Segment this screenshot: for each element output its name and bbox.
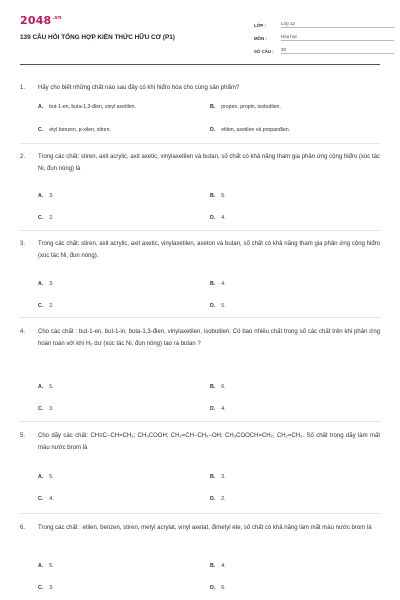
option-key: A. <box>38 281 44 287</box>
option-b[interactable] <box>210 563 226 569</box>
option-text: 5. <box>49 474 54 480</box>
option-text: 6. <box>221 585 226 591</box>
option-c[interactable] <box>38 406 54 412</box>
logo[interactable] <box>20 14 62 27</box>
option-key: D. <box>210 496 216 502</box>
option-c[interactable] <box>38 496 54 502</box>
option-d[interactable] <box>210 127 290 133</box>
logo-text: 2048 <box>20 14 52 27</box>
option-key: B. <box>210 104 216 110</box>
option-key: C. <box>38 215 44 221</box>
question-number: 2. <box>20 154 26 160</box>
option-text: 4. <box>221 281 226 287</box>
logo-suffix: .vn <box>52 15 62 22</box>
option-a[interactable] <box>38 474 54 480</box>
question-4-options <box>38 384 378 414</box>
option-text: etilen, axetilen và propanđien. <box>221 127 291 133</box>
meta-row-class <box>254 16 394 28</box>
document-meta <box>254 16 394 55</box>
option-text: propen, propin, isobutilen. <box>221 104 281 110</box>
question-text: Cho các chất : but-1-en, but-1-in, buta-1,3-đien, vinylaxetilen, isobutilen. Có bao nhiêu chất trong số các chất trên khi phản ứng hoàn toàn với khí H₂ dư (xúc tác Ni, đun nóng) tạo ra butan ? <box>38 329 380 347</box>
meta-key: SỐ CÂU : <box>254 49 274 54</box>
option-c[interactable] <box>38 585 54 591</box>
question-3 <box>20 238 380 262</box>
option-key: C. <box>38 127 44 133</box>
option-b[interactable] <box>210 104 281 110</box>
option-text: 2. <box>49 303 54 309</box>
question-text: Trong các chất: stiren, axit acrylic, axit axetic, vinylaxetilen và butan, số chất có khả năng tham gia phản ứng cộng hiđro (xúc tác Ni, đun nóng) là <box>38 154 380 172</box>
option-a[interactable] <box>38 563 54 569</box>
option-d[interactable] <box>210 303 226 309</box>
option-text: 5. <box>49 563 54 569</box>
meta-key: MÔN : <box>254 36 267 41</box>
option-d[interactable] <box>210 585 226 591</box>
option-key: A. <box>38 104 44 110</box>
option-key: A. <box>38 193 44 199</box>
option-text: but-1-en, buta-1,3-đien, vinyl axetilen. <box>49 104 136 110</box>
document-title: 139 CÂU HỎI TỔNG HỢP KIẾN THỨC HỮU CƠ (P1) <box>20 34 175 41</box>
option-text: etyl benzen, p-xilen, stiren. <box>49 127 111 133</box>
option-a[interactable] <box>38 104 136 110</box>
option-text: 6. <box>221 384 226 390</box>
option-text: 4. <box>221 563 226 569</box>
option-key: D. <box>210 406 216 412</box>
question-divider <box>20 421 380 422</box>
option-text: 3. <box>49 406 54 412</box>
option-text: 2. <box>221 496 226 502</box>
question-2 <box>20 151 380 175</box>
question-divider <box>20 143 380 144</box>
question-divider <box>20 513 380 514</box>
option-text: 3. <box>49 585 54 591</box>
option-b[interactable] <box>210 281 226 287</box>
option-key: B. <box>210 281 216 287</box>
option-d[interactable] <box>210 496 226 502</box>
option-key: D. <box>210 303 216 309</box>
question-text: Hãy cho biết những chất nào sau đây có khi hiđro hóa cho cùng sản phẩm? <box>38 85 240 91</box>
question-5 <box>20 430 380 454</box>
meta-value: Lớp 12 <box>281 21 394 28</box>
meta-key: LỚP : <box>254 23 266 28</box>
option-key: A. <box>38 474 44 480</box>
question-divider <box>20 317 380 318</box>
question-number: 6. <box>20 525 26 531</box>
question-6-options <box>38 563 378 593</box>
option-key: D. <box>210 585 216 591</box>
option-key: B. <box>210 193 216 199</box>
option-key: C. <box>38 585 44 591</box>
question-number: 3. <box>20 241 26 247</box>
option-key: B. <box>210 563 216 569</box>
question-3-options <box>38 281 378 311</box>
option-key: C. <box>38 496 44 502</box>
option-text: 3. <box>49 281 54 287</box>
option-b[interactable] <box>210 384 226 390</box>
option-b[interactable] <box>210 474 226 480</box>
question-6 <box>20 522 380 534</box>
option-a[interactable] <box>38 281 54 287</box>
question-number: 4. <box>20 329 26 335</box>
option-c[interactable] <box>38 127 111 133</box>
question-number: 1. <box>20 85 26 91</box>
meta-value: Hóa học <box>281 34 394 41</box>
question-4 <box>20 326 380 350</box>
header-divider <box>20 64 380 65</box>
question-number: 5. <box>20 433 26 439</box>
option-d[interactable] <box>210 215 226 221</box>
question-text: Trong các chất: stiren, axit acrylic, axit axetic, vinylaxetilen, axeton và butan, số chất có khả năng tham gia phản ứng cộng hiđro (xúc tác Ni, đun nóng). <box>38 241 380 259</box>
question-divider <box>20 230 380 231</box>
option-text: 5. <box>49 384 54 390</box>
option-key: D. <box>210 215 216 221</box>
option-text: 3. <box>49 193 54 199</box>
document-header <box>20 14 380 62</box>
option-key: A. <box>38 563 44 569</box>
option-d[interactable] <box>210 406 226 412</box>
option-c[interactable] <box>38 215 54 221</box>
option-key: D. <box>210 127 216 133</box>
question-2-options <box>38 193 378 223</box>
meta-value: 30 <box>281 47 394 54</box>
option-text: 3. <box>221 474 226 480</box>
option-text: 5. <box>221 303 226 309</box>
option-text: 4. <box>49 496 54 502</box>
option-b[interactable] <box>210 193 226 199</box>
option-text: 4. <box>221 215 226 221</box>
option-text: 5. <box>221 193 226 199</box>
meta-row-question-count <box>254 42 394 54</box>
option-c[interactable] <box>38 303 54 309</box>
option-key: A. <box>38 384 44 390</box>
question-text: Cho dãy các chất: CH≡C−CH=CH₂; CH₃COOH; CH₂=CH−CH₂−OH; CH₃COOCH=CH₂; CH₂=CH₂. Số chất trong dãy làm mất màu nước brom là <box>38 433 380 451</box>
option-text: 2. <box>49 215 54 221</box>
question-1-options <box>38 104 378 134</box>
option-key: B. <box>210 384 216 390</box>
question-5-options <box>38 474 378 504</box>
meta-row-subject <box>254 29 394 41</box>
question-text: Trong các chất : etilen, benzen, stiren, metyl acrylat, vinyl axetat, đimetyl ete, số chất có khả năng làm mất màu nước brom là <box>38 525 372 531</box>
option-key: C. <box>38 303 44 309</box>
option-text: 4. <box>221 406 226 412</box>
option-key: B. <box>210 474 216 480</box>
option-a[interactable] <box>38 193 54 199</box>
option-a[interactable] <box>38 384 54 390</box>
option-key: C. <box>38 406 44 412</box>
question-1 <box>20 82 380 94</box>
